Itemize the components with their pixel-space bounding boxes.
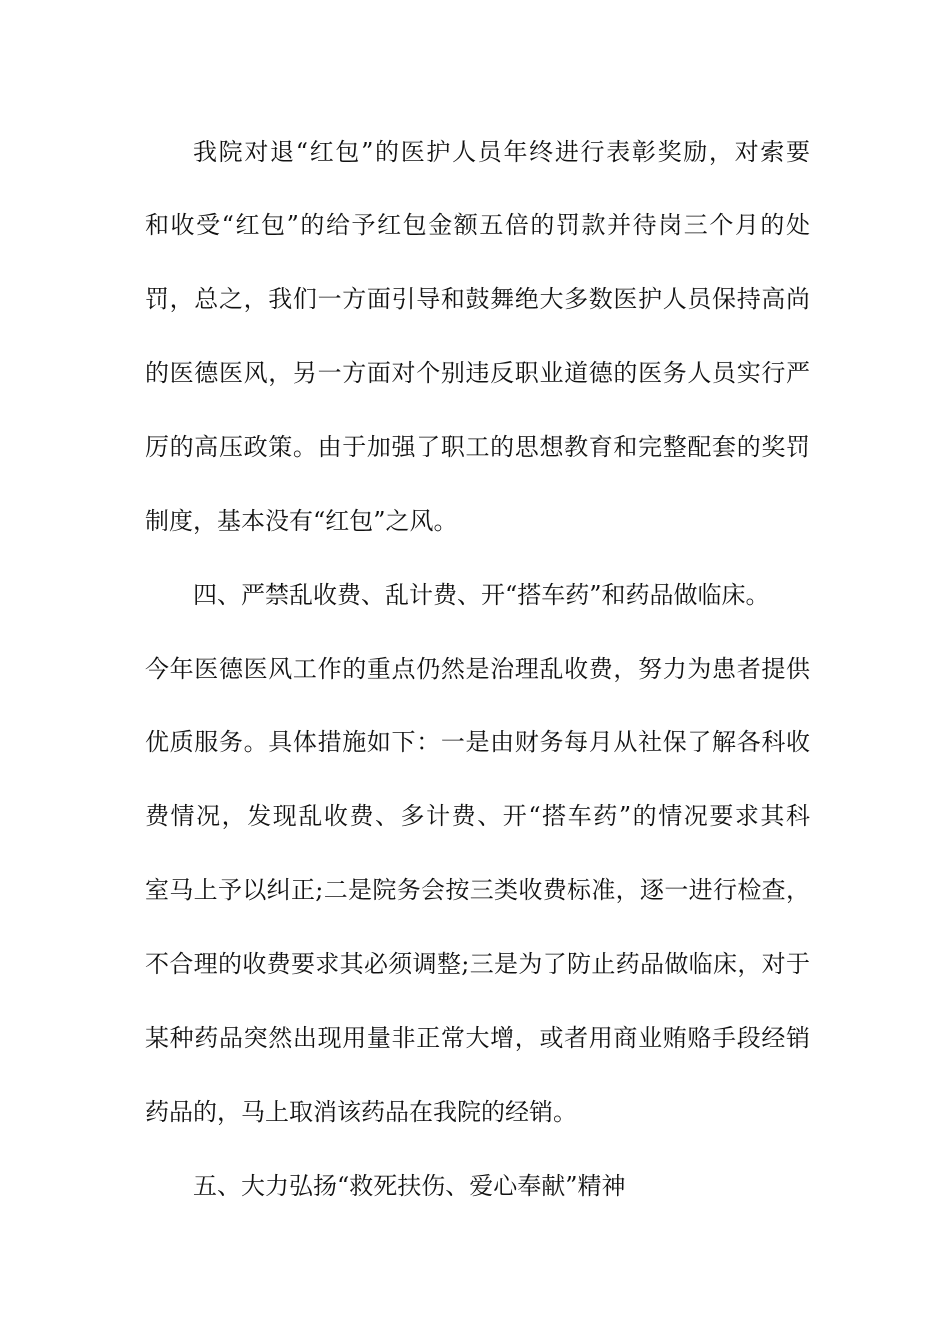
- text-line: 室马上予以纠正;二是院务会按三类收费标准，逐一进行检查，: [145, 876, 810, 904]
- text-line: 费情况，发现乱收费、多计费、开“搭车药”的情况要求其科: [145, 802, 810, 830]
- section-heading: 五、大力弘扬“救死扶伤、爱心奉献”精神: [193, 1172, 626, 1200]
- text-line: 厉的高压政策。由于加强了职工的思想教育和完整配套的奖罚: [145, 433, 810, 461]
- text-line: 制度，基本没有“红包”之风。: [145, 507, 458, 535]
- text-line: 我院对退“红包”的医护人员年终进行表彰奖励，对索要: [193, 138, 810, 166]
- text-line: 某种药品突然出现用量非正常大增，或者用商业贿赂手段经销: [145, 1024, 810, 1052]
- text-line: 的医德医风，另一方面对个别违反职业道德的医务人员实行严: [145, 359, 810, 387]
- section-heading: 四、严禁乱收费、乱计费、开“搭车药”和药品做临床。: [193, 581, 770, 609]
- text-line: 不合理的收费要求其必须调整;三是为了防止药品做临床，对于: [145, 950, 810, 978]
- text-line: 药品的，马上取消该药品在我院的经销。: [145, 1098, 577, 1126]
- text-line: 罚，总之，我们一方面引导和鼓舞绝大多数医护人员保持高尚: [145, 285, 810, 313]
- text-line: 优质服务。具体措施如下：一是由财务每月从社保了解各科收: [145, 728, 810, 756]
- text-line: 和收受“红包”的给予红包金额五倍的罚款并待岗三个月的处: [145, 211, 810, 239]
- text-line: 今年医德医风工作的重点仍然是治理乱收费，努力为患者提供: [145, 655, 810, 683]
